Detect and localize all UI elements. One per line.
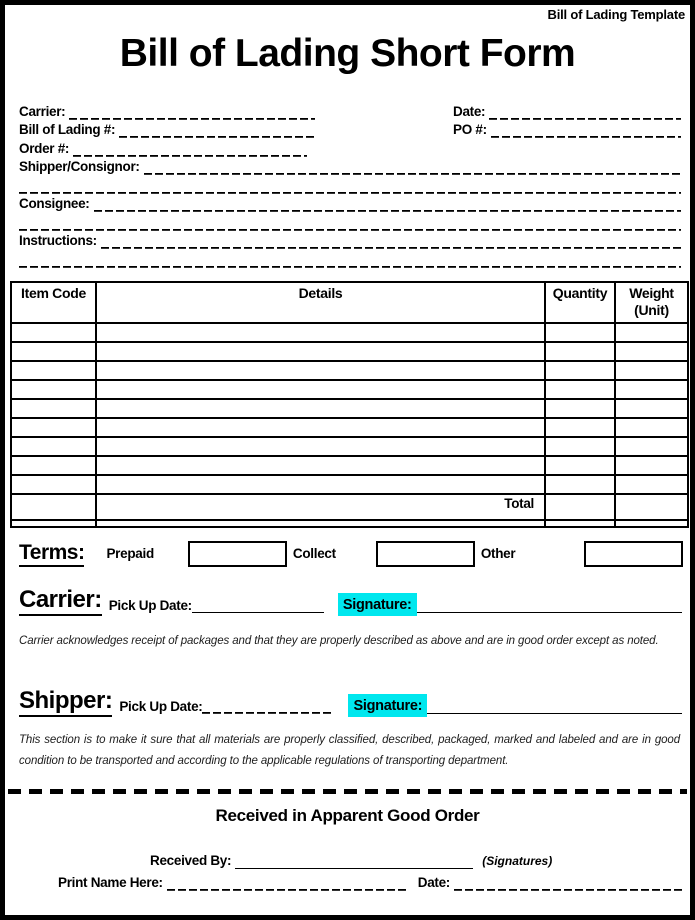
shipper-signature-label: Signature:	[348, 694, 427, 717]
shipper-section	[19, 689, 682, 717]
po-number-input-line[interactable]	[491, 123, 681, 138]
table-cell[interactable]	[96, 380, 545, 399]
terms-other-label: Other	[480, 546, 516, 562]
table-cell[interactable]	[615, 399, 688, 418]
footer-date-label: Date:	[417, 875, 451, 891]
footer-date-input-line[interactable]	[454, 876, 682, 891]
table-cell[interactable]	[545, 437, 615, 456]
total-quantity-cell[interactable]	[545, 494, 615, 520]
print-name-input-line[interactable]	[167, 876, 409, 891]
terms-heading: Terms:	[19, 541, 84, 567]
table-cell[interactable]	[615, 418, 688, 437]
table-cell[interactable]	[545, 342, 615, 361]
signatures-label: (Signatures)	[482, 853, 553, 868]
table-cell[interactable]	[11, 380, 96, 399]
table-row	[11, 380, 688, 399]
col-header-weight: Weight (Unit)	[615, 282, 688, 323]
carrier-input-line[interactable]	[69, 105, 315, 120]
table-cell[interactable]	[11, 437, 96, 456]
bol-number-input-line[interactable]	[119, 123, 315, 138]
table-cell[interactable]	[96, 361, 545, 380]
page-title: Bill of Lading Short Form	[119, 32, 576, 75]
table-cell[interactable]	[615, 342, 688, 361]
carrier-signature-label: Signature:	[338, 593, 417, 616]
item-table-body	[11, 323, 688, 494]
total-label: Total	[96, 494, 545, 520]
shipper-pickup-input-line[interactable]	[202, 699, 334, 714]
item-table	[10, 281, 689, 528]
table-row	[11, 475, 688, 494]
item-table-header	[11, 282, 688, 323]
total-row	[11, 494, 688, 520]
col-header-details: Details	[96, 282, 545, 323]
carrier-note: Carrier acknowledges receipt of packages and that they are properly described as above and are in good order except as noted.	[19, 634, 659, 647]
terms-prepaid-box[interactable]	[188, 541, 287, 567]
table-cell[interactable]	[96, 342, 545, 361]
table-cell[interactable]	[96, 399, 545, 418]
terms-collect-box[interactable]	[376, 541, 475, 567]
shipper-signature-input-line[interactable]	[427, 699, 682, 714]
table-cell[interactable]	[11, 323, 96, 342]
table-cell[interactable]	[615, 437, 688, 456]
corner-label: Bill of Lading Template	[547, 7, 685, 22]
order-number-input-line[interactable]	[73, 142, 307, 157]
shipper-consignor-label: Shipper/Consignor:	[19, 159, 140, 175]
table-cell[interactable]	[96, 437, 545, 456]
footer-heading: Received in Apparent Good Order	[215, 805, 480, 825]
table-cell[interactable]	[545, 380, 615, 399]
table-cell[interactable]	[545, 475, 615, 494]
table-cell[interactable]	[545, 456, 615, 475]
table-cell[interactable]	[11, 399, 96, 418]
table-cell[interactable]	[615, 456, 688, 475]
table-row	[11, 361, 688, 380]
table-cell[interactable]	[545, 361, 615, 380]
table-row	[11, 399, 688, 418]
carrier-section	[19, 585, 682, 616]
terms-other-box[interactable]	[584, 541, 683, 567]
table-row	[11, 437, 688, 456]
header-fields	[14, 101, 681, 268]
instructions-input-line-2[interactable]	[19, 253, 681, 268]
carrier-heading: Carrier:	[19, 588, 102, 616]
consignee-input-line[interactable]	[94, 197, 681, 212]
carrier-pickup-input-line[interactable]	[192, 598, 324, 613]
table-cell[interactable]	[615, 475, 688, 494]
terms-section	[19, 541, 683, 567]
consignee-label: Consignee:	[19, 196, 90, 212]
table-cell[interactable]	[545, 323, 615, 342]
bol-number-label: Bill of Lading #:	[19, 122, 116, 138]
received-by-row	[150, 849, 682, 869]
instructions-input-line[interactable]	[101, 234, 681, 249]
po-number-label: PO #:	[453, 122, 487, 138]
col-header-quantity: Quantity	[545, 282, 615, 323]
table-row	[11, 323, 688, 342]
table-cell[interactable]	[11, 418, 96, 437]
table-cell[interactable]	[11, 342, 96, 361]
table-cell[interactable]	[11, 494, 96, 520]
instructions-label: Instructions:	[19, 233, 97, 249]
table-cell[interactable]	[615, 361, 688, 380]
terms-collect-label: Collect	[292, 546, 336, 562]
shipper-note: This section is to make it sure that all materials are properly classified, described, packaged, marked and labeled and are in good condition to be transported and according to the applicable regulations of transporting department.	[19, 734, 680, 767]
table-cell[interactable]	[545, 418, 615, 437]
received-by-input-line[interactable]	[235, 854, 473, 869]
table-cell[interactable]	[96, 456, 545, 475]
order-number-label: Order #:	[19, 140, 70, 156]
date-label: Date:	[453, 103, 486, 119]
shipper-consignor-input-line-2[interactable]	[19, 179, 681, 194]
col-header-item-code: Item Code	[11, 282, 96, 323]
table-cell[interactable]	[96, 323, 545, 342]
table-cell[interactable]	[615, 380, 688, 399]
table-row	[11, 418, 688, 437]
table-cell[interactable]	[11, 475, 96, 494]
print-name-row	[58, 871, 682, 891]
table-cell[interactable]	[11, 456, 96, 475]
consignee-input-line-2[interactable]	[19, 216, 681, 231]
item-table-footer	[11, 494, 688, 527]
shipper-consignor-input-line[interactable]	[144, 160, 681, 175]
table-cell[interactable]	[96, 475, 545, 494]
carrier-label: Carrier:	[19, 103, 66, 119]
table-cell[interactable]	[96, 418, 545, 437]
shipper-heading: Shipper:	[19, 689, 112, 717]
dashed-divider	[8, 789, 687, 794]
table-cell[interactable]	[11, 361, 96, 380]
table-cell[interactable]	[545, 399, 615, 418]
table-row	[11, 342, 688, 361]
print-name-label: Print Name Here:	[58, 875, 163, 891]
table-bottom-row	[11, 520, 688, 527]
date-input-line[interactable]	[489, 105, 681, 120]
carrier-signature-input-line[interactable]	[417, 598, 682, 613]
table-cell[interactable]	[615, 323, 688, 342]
received-by-label: Received By:	[150, 853, 232, 869]
shipper-pickup-label: Pick Up Date:	[119, 699, 203, 715]
table-row	[11, 456, 688, 475]
carrier-pickup-label: Pick Up Date:	[108, 597, 192, 613]
terms-prepaid-label: Prepaid	[106, 546, 154, 562]
total-weight-cell[interactable]	[615, 494, 688, 520]
